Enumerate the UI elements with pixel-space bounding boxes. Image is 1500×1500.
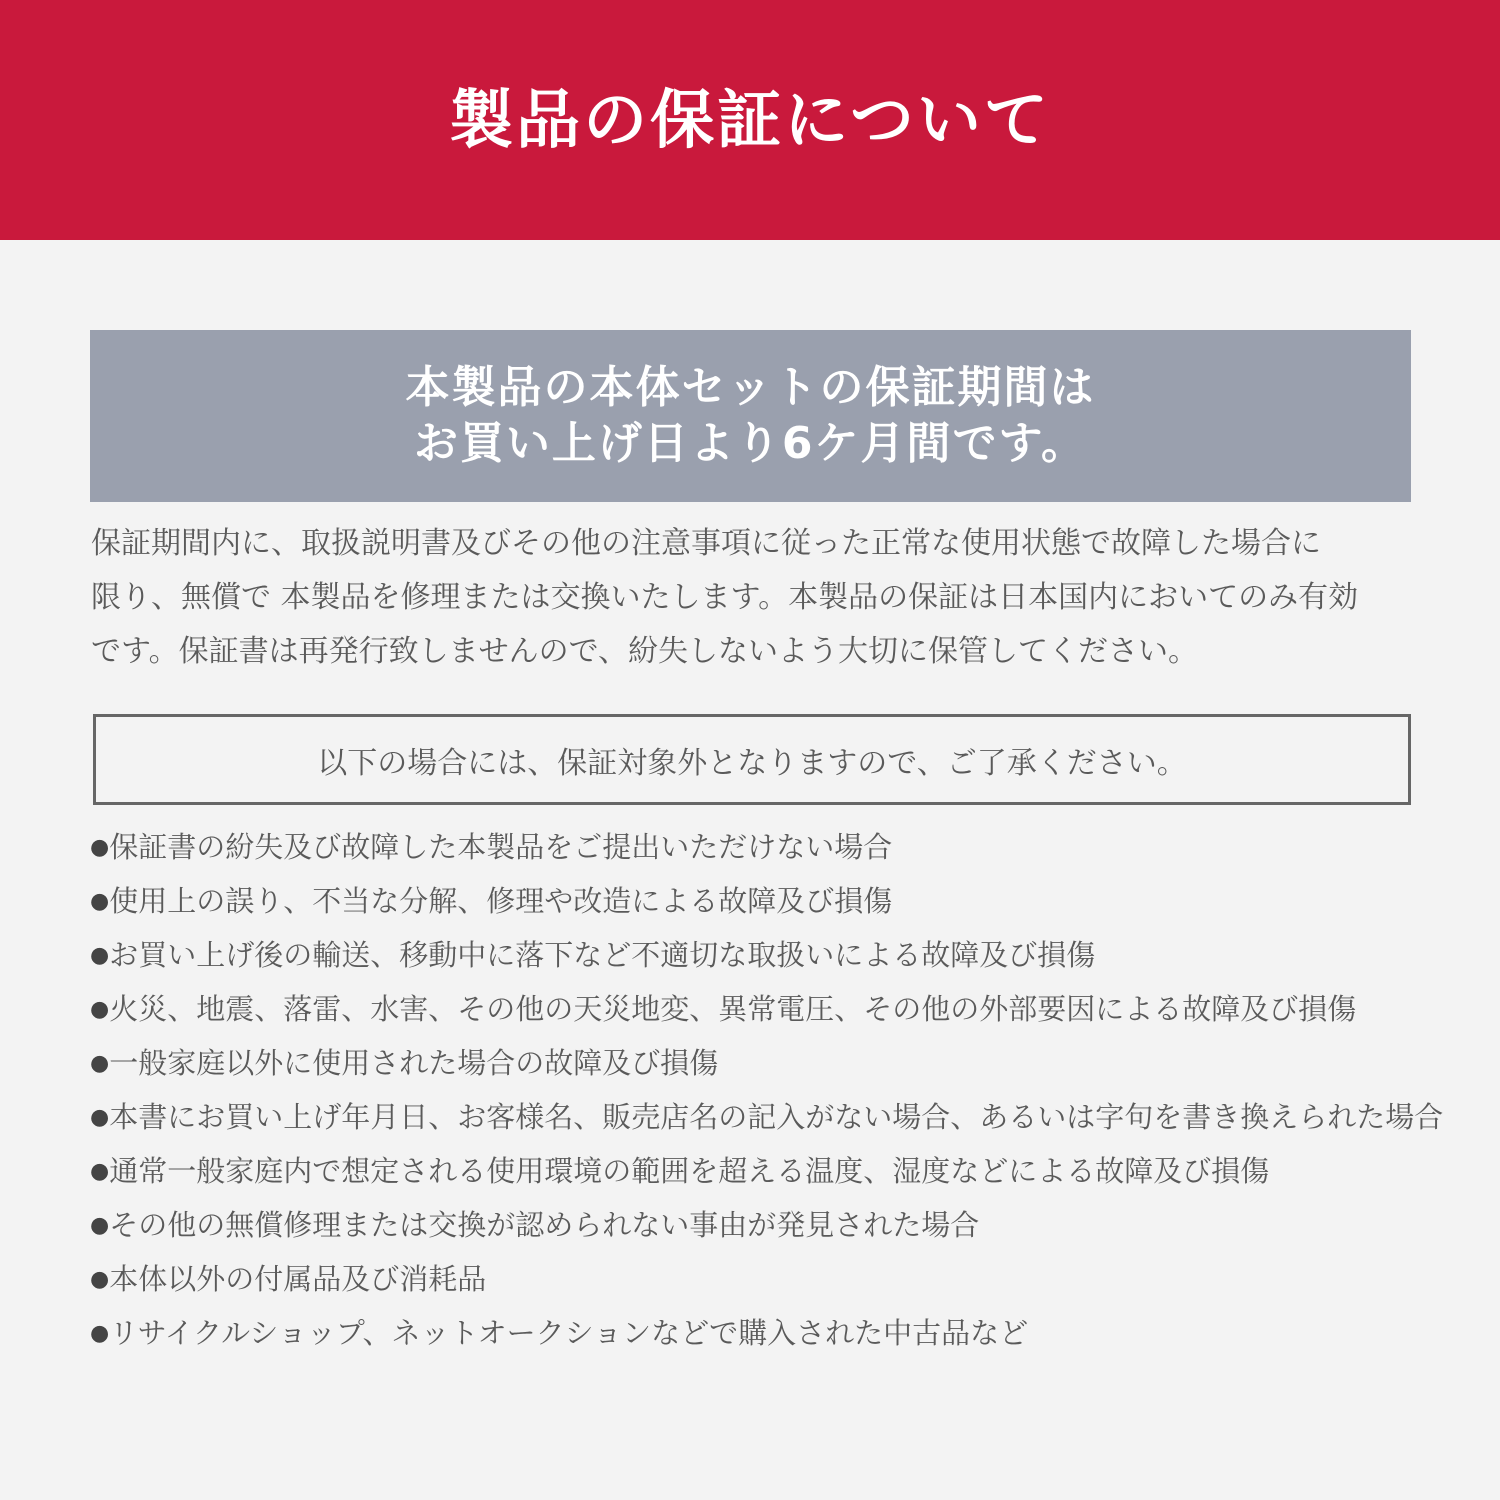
exclusion-item-text: リサイクルショップ、ネットオークションなどで購入された中古品など (109, 1316, 1029, 1350)
exclusion-item-text: 通常一般家庭内で想定される使用環境の範囲を超える温度、湿度などによる故障及び損傷 (109, 1154, 1270, 1188)
exclusion-item (90, 1252, 1443, 1306)
bullet-icon: ● (90, 997, 110, 1022)
bullet-icon: ● (90, 1105, 110, 1130)
exclusion-item-text: 使用上の誤り、不当な分解、修理や改造による故障及び損傷 (109, 884, 893, 918)
exclusion-item (90, 874, 1443, 928)
bullet-icon: ● (90, 1213, 110, 1238)
exclusion-item (90, 928, 1443, 982)
page-title: 製品の保証について (449, 84, 1051, 158)
warranty-period-line-1: 本製品の本体セットの保証期間は (405, 362, 1096, 413)
bullet-icon: ● (90, 835, 110, 860)
exclusion-item (90, 1198, 1443, 1252)
bullet-icon: ● (90, 943, 110, 968)
warranty-period-line-2: お買い上げ日より6ケ月間です。 (413, 418, 1088, 469)
exclusion-item (90, 982, 1443, 1036)
bullet-icon: ● (90, 1267, 110, 1292)
warranty-description (91, 517, 1416, 679)
bullet-icon: ● (90, 1321, 110, 1346)
bullet-icon: ● (90, 1051, 110, 1076)
exclusion-item-text: お買い上げ後の輸送、移動中に落下など不適切な取扱いによる故障及び損傷 (109, 938, 1096, 972)
warranty-description-line: 保証期間内に、取扱説明書及びその他の注意事項に従った正常な使用状態で故障した場合に (91, 526, 1321, 561)
exclusion-item-text: その他の無償修理または交換が認められない事由が発見された場合 (109, 1208, 980, 1242)
exclusion-item-text: 保証書の紛失及び故障した本製品をご提出いただけない場合 (109, 830, 893, 864)
exclusion-item (90, 1036, 1443, 1090)
exclusion-notice-box (93, 714, 1411, 805)
exclusion-item-text: 火災、地震、落雷、水害、その他の天災地変、異常電圧、その他の外部要因による故障及び損傷 (109, 992, 1357, 1026)
header-band (0, 0, 1500, 240)
warranty-description-line: です。保証書は再発行致しませんので、紛失しないよう大切に保管してください。 (91, 634, 1198, 669)
exclusion-item (90, 1090, 1443, 1144)
exclusion-item (90, 1144, 1443, 1198)
warranty-description-line: 限り、無償で 本製品を修理または交換いたします。本製品の保証は日本国内においてのみ有効 (91, 580, 1359, 615)
warranty-period-box (90, 330, 1411, 502)
exclusion-list (90, 820, 1443, 1360)
exclusion-item (90, 1306, 1443, 1360)
exclusion-notice-text: 以下の場合には、保証対象外となりますので、ご了承ください。 (317, 745, 1187, 781)
bullet-icon: ● (90, 889, 110, 914)
exclusion-item (90, 820, 1443, 874)
exclusion-item-text: 一般家庭以外に使用された場合の故障及び損傷 (109, 1046, 719, 1080)
exclusion-item-text: 本書にお買い上げ年月日、お客様名、販売店名の記入がない場合、あるいは字句を書き換えられた場合 (109, 1100, 1444, 1134)
exclusion-item-text: 本体以外の付属品及び消耗品 (109, 1262, 487, 1296)
bullet-icon: ● (90, 1159, 110, 1184)
